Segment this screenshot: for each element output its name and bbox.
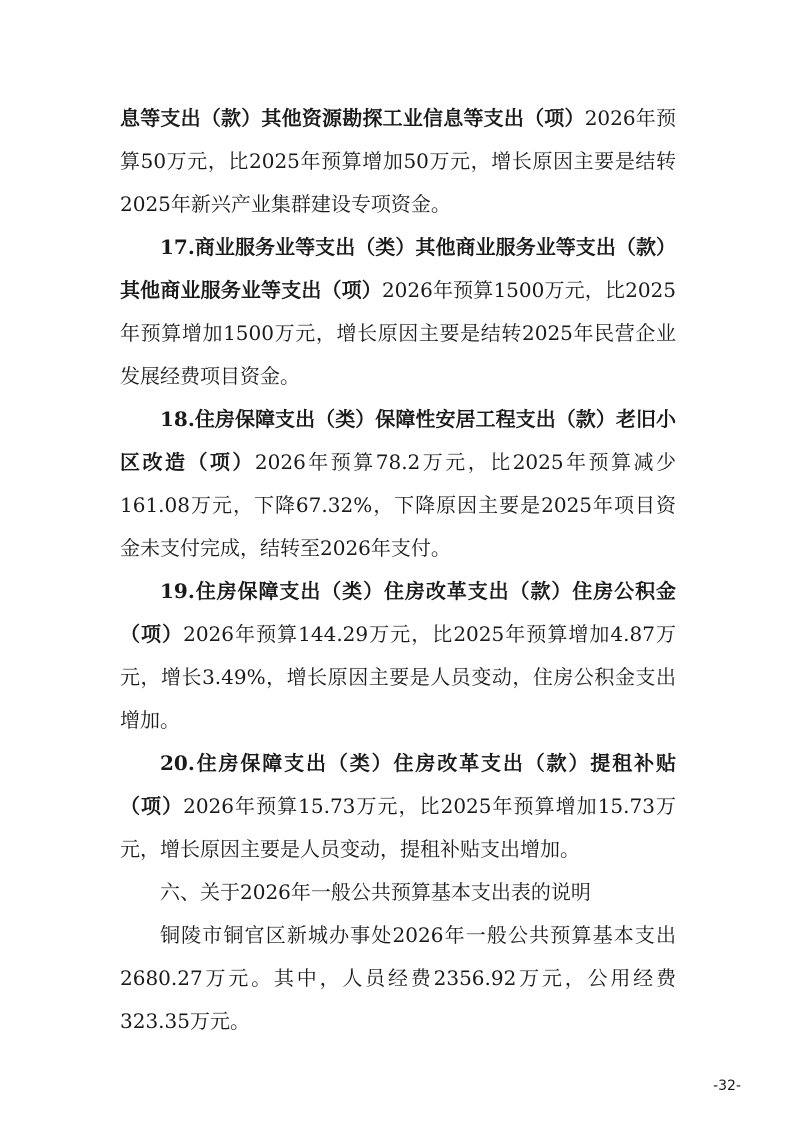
paragraph-body: 2026年预算50万元，比2025年预算增加50万元，增长原因主要是结转2025年新兴产业集群建设专项资金。 xyxy=(120,106,676,216)
paragraph-continued xyxy=(120,97,676,226)
paragraph-body: 2026年预算1500万元，比2025年预算增加1500万元，增长原因主要是结转2025年民营企业发展经费项目资金。 xyxy=(120,278,676,388)
paragraph-body: 2026年预算144.29万元，比2025年预算增加4.87万元，增长3.49%，增长原因主要是人员变动，住房公积金支出增加。 xyxy=(120,622,676,732)
paragraph-basic-expenditure: 铜陵市铜官区新城办事处2026年一般公共预算基本支出2680.27万元。其中，人员经费2356.92万元，公用经费323.35万元。 xyxy=(120,923,676,1033)
paragraph-item-18 xyxy=(120,398,676,570)
paragraph-bold-lead: 19.住房保障支出（类）住房改革支出（款）住房公积金（项） xyxy=(120,579,676,646)
paragraph-body: 2026年预算78.2万元，比2025年预算减少161.08万元，下降67.32%，下降原因主要是2025年项目资金未支付完成，结转至2026年支付。 xyxy=(120,450,677,560)
paragraph-bold-lead: 18.住房保障支出（类）保障性安居工程支出（款）老旧小区改造（项） xyxy=(120,407,676,474)
paragraph-bold-lead: 息等支出（款）其他资源勘探工业信息等支出（项） xyxy=(120,106,585,130)
paragraph-item-20 xyxy=(120,742,676,871)
paragraph-bold-lead: 17.商业服务业等支出（类）其他商业服务业等支出（款）其他商业服务业等支出（项） xyxy=(120,235,676,302)
paragraph-body: 2026年预算15.73万元，比2025年预算增加15.73万元，增长原因主要是人员变动，提租补贴支出增加。 xyxy=(120,794,676,861)
paragraph-bold-lead: 20.住房保障支出（类）住房改革支出（款）提租补贴（项） xyxy=(120,751,676,818)
page-number: -32- xyxy=(713,1078,741,1094)
paragraph-item-17 xyxy=(120,226,676,398)
section-heading: 六、关于2026年一般公共预算基本支出表的说明 xyxy=(160,880,591,904)
paragraph-item-19 xyxy=(120,570,676,742)
